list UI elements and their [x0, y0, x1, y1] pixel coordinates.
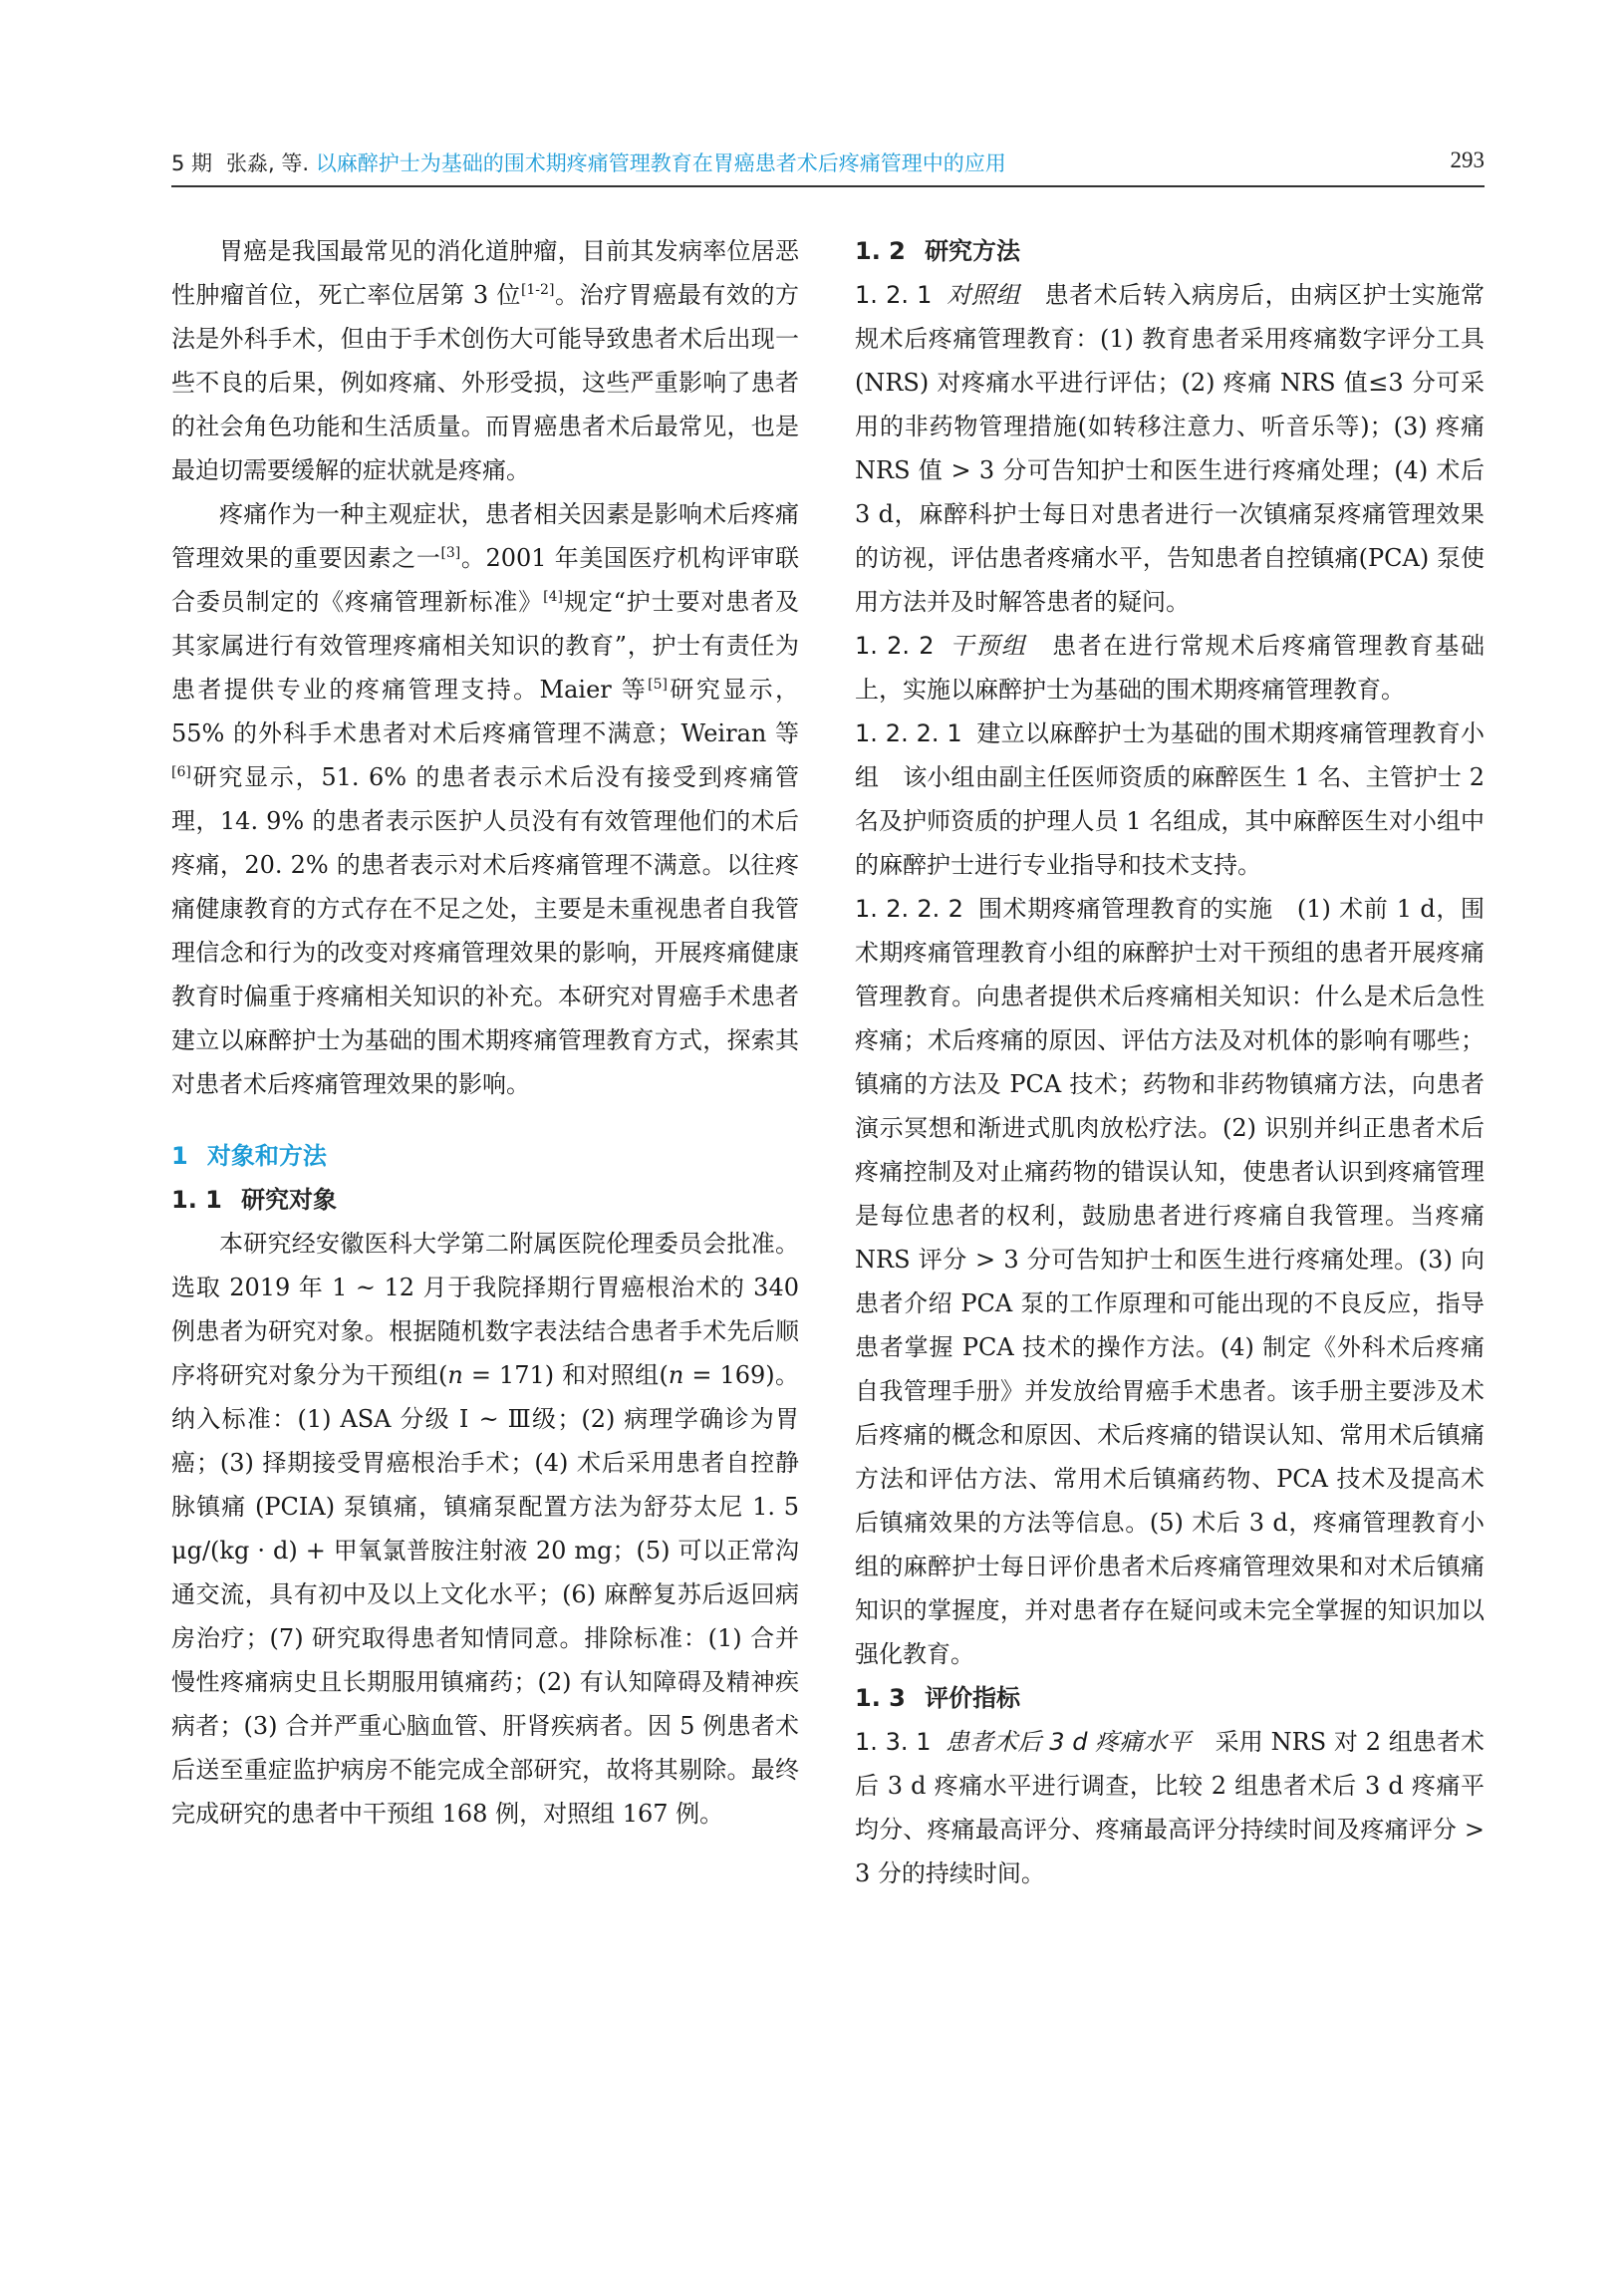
citation-6: [6]	[171, 764, 191, 780]
header-issue: 5 期	[171, 151, 213, 175]
control-group-paragraph: 1. 2. 1 对照组 患者术后转入病房后，由病区护士实施常规术后疼痛管理教育：(1) 教育患者采用疼痛数字评分工具(NRS) 对疼痛水平进行评估；(2) 疼痛 NRS 值≤3 分可采用的非药物管理措施(如转移注意力、听音乐等)；(3) 疼痛 NRS 值 > 3 分可告知护士和医生进行疼痛处理；(4) 术后 3 d，麻醉科护士每日对患者进行一次镇痛泵疼痛管理效果的访视，评估患者疼痛水平，告知患者自控镇痛(PCA) 泵使用方法并及时解答患者的疑问。	[855, 281, 1486, 616]
header-rule	[171, 185, 1485, 187]
citation-4: [4]	[543, 589, 563, 605]
intro-paragraph-2: 疼痛作为一种主观症状，患者相关因素是影响术后疼痛管理效果的重要因素之一[3]。2001 年美国医疗机构评审联合委员制定的《疼痛管理新标准》[4]规定“护士要对患者及其家属进行有效管理疼痛相关知识的教育”，护士有责任为患者提供专业的疼痛管理支持。Maier 等[5]研究显示，55% 的外科手术患者对术后疼痛管理不满意；Weiran 等[6]研究显示，51. 6% 的患者表示术后没有接受到疼痛管理，14. 9% 的患者表示医护人员没有有效管理他们的术后疼痛，20. 2% 的患者表示对术后疼痛管理不满意。以往疼痛健康教育的方式存在不足之处，主要是未重视患者自我管理信念和行为的改变对疼痛管理效果的影响，开展疼痛健康教育时偏重于疼痛相关知识的补充。本研究对胃癌手术患者建立以麻醉护士为基础的围术期疼痛管理教育方式，探索其对患者术后疼痛管理效果的影响。	[171, 500, 799, 1098]
label-1-2-2-1: 1. 2. 2. 1 建立以麻醉护士为基础的围术期疼痛管理教育小组	[855, 719, 1485, 791]
header-authors: 张淼, 等.	[226, 151, 310, 175]
citation-5: [5]	[648, 677, 669, 693]
team-paragraph: 1. 2. 2. 1 建立以麻醉护士为基础的围术期疼痛管理教育小组 该小组由副主任医师资质的麻醉医生 1 名、主管护士 2 名及护师资质的护理人员 1 名组成，其中麻醉医生对小组中的麻醉护士进行专业指导和技术支持。	[855, 719, 1486, 879]
citation-1-2: [1-2]	[520, 282, 555, 298]
running-header	[171, 147, 1485, 187]
label-1-3-1: 1. 3. 1 患者术后 3 d 疼痛水平	[855, 1728, 1192, 1756]
label-1-2-2: 1. 2. 2 干预组	[855, 632, 1027, 660]
citation-3: [3]	[440, 545, 461, 561]
implementation-paragraph: 1. 2. 2. 2 围术期疼痛管理教育的实施 (1) 术前 1 d，围术期疼痛管理教育小组的麻醉护士对干预组的患者开展疼痛管理教育。向患者提供术后疼痛相关知识：什么是术后急性疼痛；术后疼痛的原因、评估方法及对机体的影响有哪些；镇痛的方法及 PCA 技术；药物和非药物镇痛方法，向患者演示冥想和渐进式肌肉放松疗法。(2) 识别并纠正患者术后疼痛控制及对止痛药物的错误认知，使患者认识到疼痛管理是每位患者的权利，鼓励患者进行疼痛自我管理。当疼痛 NRS 评分 > 3 分可告知护士和医生进行疼痛处理。(3) 向患者介绍 PCA 泵的工作原理和可能出现的不良反应，指导患者掌握 PCA 技术的操作方法。(4) 制定《外科术后疼痛自我管理手册》并发放给胃癌手术患者。该手册主要涉及术后疼痛的概念和原因、术后疼痛的错误认知、常用术后镇痛方法和评估方法、常用术后镇痛药物、PCA 技术及提高术后镇痛效果的方法等信息。(5) 术后 3 d，疼痛管理教育小组的麻醉护士每日评价患者术后疼痛管理效果和对术后镇痛知识的掌握度，并对患者存在疑问或未完全掌握的知识加以强化教育。	[855, 895, 1486, 1668]
subjects-paragraph: 本研究经安徽医科大学第二附属医院伦理委员会批准。选取 2019 年 1 ~ 12 月于我院择期行胃癌根治术的 340 例患者为研究对象。根据随机数字表法结合患者手术先后顺序将研究对象分为干预组(n = 171) 和对照组(n = 169)。纳入标准：(1) ASA 分级 Ⅰ ~ Ⅲ级；(2) 病理学确诊为胃癌；(3) 择期接受胃癌根治手术；(4) 术后采用患者自控静脉镇痛 (PCIA) 泵镇痛，镇痛泵配置方法为舒芬太尼 1. 5 μg/(kg · d) + 甲氧氯普胺注射液 20 mg；(5) 可以正常沟通交流，具有初中及以上文化水平；(6) 麻醉复苏后返回病房治疗；(7) 研究取得患者知情同意。排除标准：(1) 合并慢性疼痛病史且长期服用镇痛药；(2) 有认知障碍及精神疾病者；(3) 合并严重心脑血管、肝肾疾病者。因 5 例患者术后送至重症监护病房不能完成全部研究，故将其剔除。最终完成研究的患者中干预组 168 例，对照组 167 例。	[171, 1230, 800, 1828]
right-column	[855, 229, 1485, 1895]
header-title: 以麻醉护士为基础的围术期疼痛管理教育在胃癌患者术后疼痛管理中的应用	[315, 151, 1006, 175]
left-column	[171, 229, 799, 1836]
label-1-2-2-2: 1. 2. 2. 2 围术期疼痛管理教育的实施	[855, 895, 1273, 923]
label-1-2-1: 1. 2. 1 对照组	[855, 281, 1021, 309]
section-1-1-heading: 1. 1 研究对象	[171, 1186, 338, 1214]
page-number: 293	[1450, 147, 1485, 172]
pain-level-paragraph: 1. 3. 1 患者术后 3 d 疼痛水平 采用 NRS 对 2 组患者术后 3 d 疼痛水平进行调查，比较 2 组患者术后 3 d 疼痛平均分、疼痛最高评分、疼痛最高评分持续时间及疼痛评分 > 3 分的持续时间。	[855, 1728, 1486, 1887]
intervention-group-paragraph: 1. 2. 2 干预组 患者在进行常规术后疼痛管理教育基础上，实施以麻醉护士为基础的围术期疼痛管理教育。	[855, 632, 1486, 704]
section-1-2-heading: 1. 2 研究方法	[855, 237, 1021, 265]
section-1-3-heading: 1. 3 评价指标	[855, 1684, 1021, 1712]
section-1-heading: 1 对象和方法	[171, 1142, 327, 1170]
intro-paragraph-1: 胃癌是我国最常见的消化道肿瘤，目前其发病率位居恶性肿瘤首位，死亡率位居第 3 位[1-2]。治疗胃癌最有效的方法是外科手术，但由于手术创伤大可能导致患者术后出现一些不良的后果，例如疼痛、外形受损，这些严重影响了患者的社会角色功能和生活质量。而胃癌患者术后最常见，也是最迫切需要缓解的症状就是疼痛。	[171, 237, 800, 484]
header-citation	[171, 147, 1006, 177]
